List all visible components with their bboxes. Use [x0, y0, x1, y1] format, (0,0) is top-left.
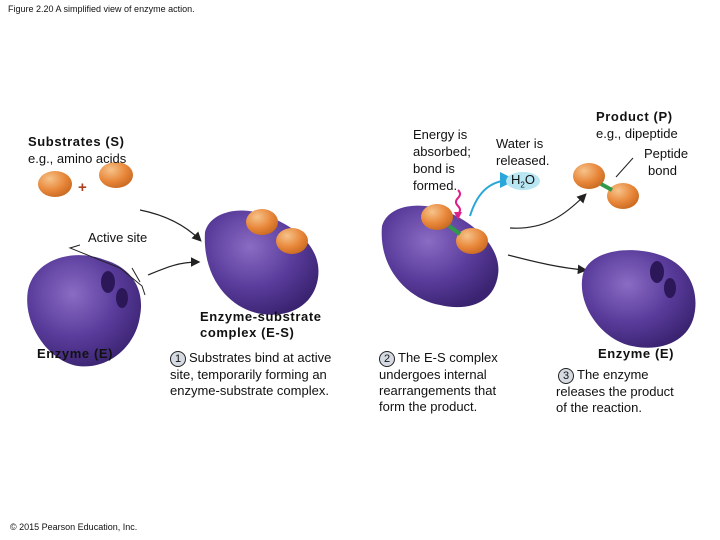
energy-label-2: absorbed; [413, 144, 471, 159]
product-dipeptide [573, 163, 639, 209]
substrates-example: e.g., amino acids [28, 151, 127, 166]
arrow-enzyme-to-complex [148, 262, 198, 275]
water-label-1: Water is [496, 136, 544, 151]
step-3-number: 3 [558, 368, 574, 384]
arrow-substrates-to-complex [140, 210, 200, 240]
complex-label-line1: Enzyme-substrate [200, 309, 322, 324]
step-1-number: 1 [170, 351, 186, 367]
step-1-line1: Substrates bind at active [189, 350, 332, 365]
step-2-line1: The E-S complex [398, 350, 498, 365]
arrow-to-free-enzyme [508, 255, 585, 270]
step-1-line2: site, temporarily forming an [170, 367, 327, 382]
figure-caption: Figure 2.20 A simplified view of enzyme action. [8, 4, 195, 14]
water-release-arrow [470, 180, 512, 216]
peptide-bond-label-2: bond [648, 163, 677, 178]
peptide-bond-label-1: Peptide [644, 146, 689, 161]
step-3 [556, 367, 674, 416]
product-title: Product (P) [596, 109, 673, 124]
step-3-line3: of the reaction. [556, 400, 642, 415]
copyright: © 2015 Pearson Education, Inc. [10, 522, 138, 532]
step-2-number: 2 [379, 351, 395, 367]
enzyme-complex-rearranged [382, 204, 499, 307]
water-label-2: released. [496, 153, 550, 168]
enzyme-right [582, 250, 696, 348]
step-3-line2: releases the product [556, 384, 674, 399]
product-example: e.g., dipeptide [596, 126, 678, 141]
energy-label-3: bond is [413, 161, 455, 176]
active-site-label: Active site [88, 230, 148, 245]
energy-label-4: formed. [413, 178, 458, 193]
step-2-line4: form the product. [379, 399, 478, 414]
step-2 [379, 350, 498, 415]
step-1 [170, 350, 331, 399]
water-formula: $H_2O$ [511, 172, 535, 190]
arrow-to-product [510, 195, 585, 228]
step-2-line3: rearrangements that [379, 383, 497, 398]
step-3-line1: The enzyme [577, 367, 649, 382]
plus-sign: + [78, 179, 87, 196]
step-1-line3: enzyme-substrate complex. [170, 383, 329, 398]
energy-label-1: Energy is [413, 127, 468, 142]
substrates-title: Substrates (S) [28, 134, 125, 149]
enzyme-left-label: Enzyme (E) [37, 346, 114, 361]
complex-label-line2: complex (E-S) [200, 325, 295, 340]
peptide-bond-pointer [616, 158, 633, 177]
step-2-line2: undergoes internal [379, 367, 487, 382]
enzyme-substrate-complex [205, 209, 319, 315]
enzyme-right-label: Enzyme (E) [598, 346, 675, 361]
